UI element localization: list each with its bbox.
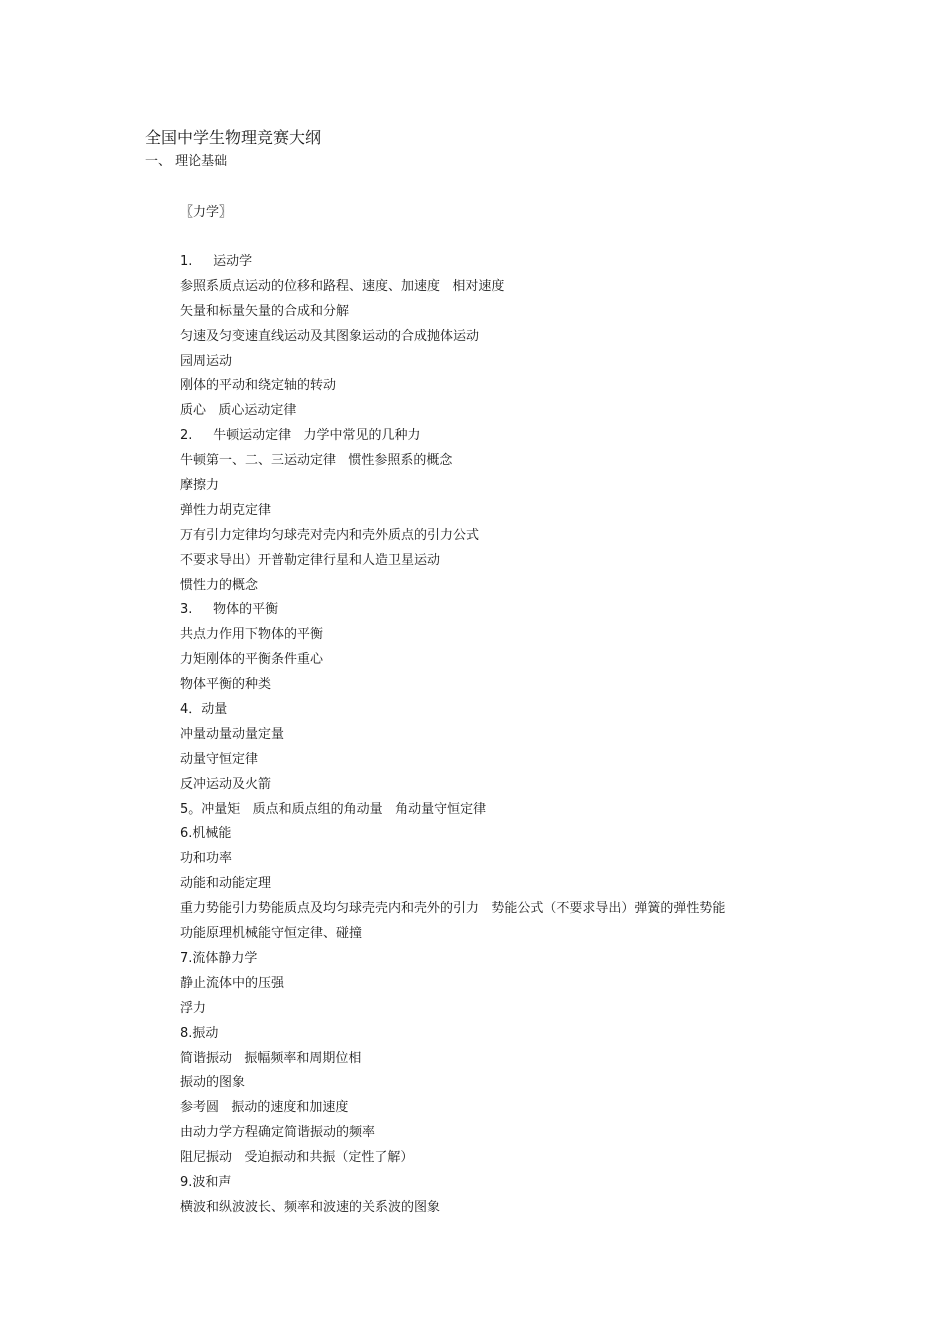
section-heading: 一、 理论基础 <box>145 154 228 169</box>
document-title: 全国中学生物理竞赛大纲 <box>145 128 322 147</box>
outline-line: 5。冲量矩 质点和质点组的角动量 角动量守恒定律 <box>180 801 487 817</box>
outline-line: 参考圆 振动的速度和加速度 <box>180 1100 349 1116</box>
outline-line: 物体平衡的种类 <box>180 677 272 693</box>
outline-line: 反冲运动及火箭 <box>180 776 272 792</box>
outline-line: 矢量和标量矢量的合成和分解 <box>180 303 350 319</box>
outline-line: 3. 物体的平衡 <box>180 602 279 618</box>
outline-line: 质心 质心运动定律 <box>180 403 297 419</box>
outline-line: 功能原理机械能守恒定律、碰撞 <box>180 926 363 942</box>
outline-line: 由动力学方程确定简谐振动的频率 <box>180 1125 376 1141</box>
outline-line: 力矩刚体的平衡条件重心 <box>180 652 324 668</box>
outline-line: 4．动量 <box>180 702 228 718</box>
outline-line: 功和功率 <box>180 851 233 867</box>
outline-line: 动量守恒定律 <box>180 751 259 767</box>
outline-line: 6.机械能 <box>180 826 232 842</box>
outline-line: 冲量动量动量定量 <box>180 726 285 742</box>
outline-line: 不要求导出）开普勒定律行星和人造卫星运动 <box>180 552 441 568</box>
outline-line: 静止流体中的压强 <box>180 975 285 991</box>
outline-line: 共点力作用下物体的平衡 <box>180 627 324 643</box>
outline-line: 简谐振动 振幅频率和周期位相 <box>180 1050 362 1066</box>
outline-line: 动能和动能定理 <box>180 876 272 892</box>
outline-line: 振动的图象 <box>180 1075 246 1091</box>
outline-list <box>180 252 725 1223</box>
outline-line: 阻尼振动 受迫振动和共振（定性了解） <box>180 1150 414 1166</box>
outline-line: 惯性力的概念 <box>180 577 259 593</box>
subject-heading: 〖力学〗 <box>180 205 233 220</box>
outline-line: 园周运动 <box>180 353 233 369</box>
outline-line: 9.波和声 <box>180 1174 232 1190</box>
outline-line: 浮力 <box>180 1000 207 1016</box>
outline-line: 重力势能引力势能质点及均匀球壳壳内和壳外的引力 势能公式（不要求导出）弹簧的弹性势能 <box>180 901 726 917</box>
outline-line: 1. 运动学 <box>180 254 253 269</box>
outline-line: 8.振动 <box>180 1025 219 1041</box>
outline-line: 牛顿第一、二、三运动定律 惯性参照系的概念 <box>180 453 453 469</box>
outline-line: 匀速及匀变速直线运动及其图象运动的合成抛体运动 <box>180 328 480 344</box>
outline-line: 摩擦力 <box>180 478 220 494</box>
outline-line: 弹性力胡克定律 <box>180 502 272 518</box>
outline-line: 参照系质点运动的位移和路程、速度、加速度 相对速度 <box>180 278 505 294</box>
outline-line: 2. 牛顿运动定律 力学中常见的几种力 <box>180 428 421 444</box>
outline-line: 万有引力定律均匀球壳对壳内和壳外质点的引力公式 <box>180 527 480 543</box>
outline-line: 横波和纵波波长、频率和波速的关系波的图象 <box>180 1199 441 1215</box>
outline-line: 刚体的平动和绕定轴的转动 <box>180 378 337 394</box>
outline-line: 7.流体静力学 <box>180 950 258 966</box>
